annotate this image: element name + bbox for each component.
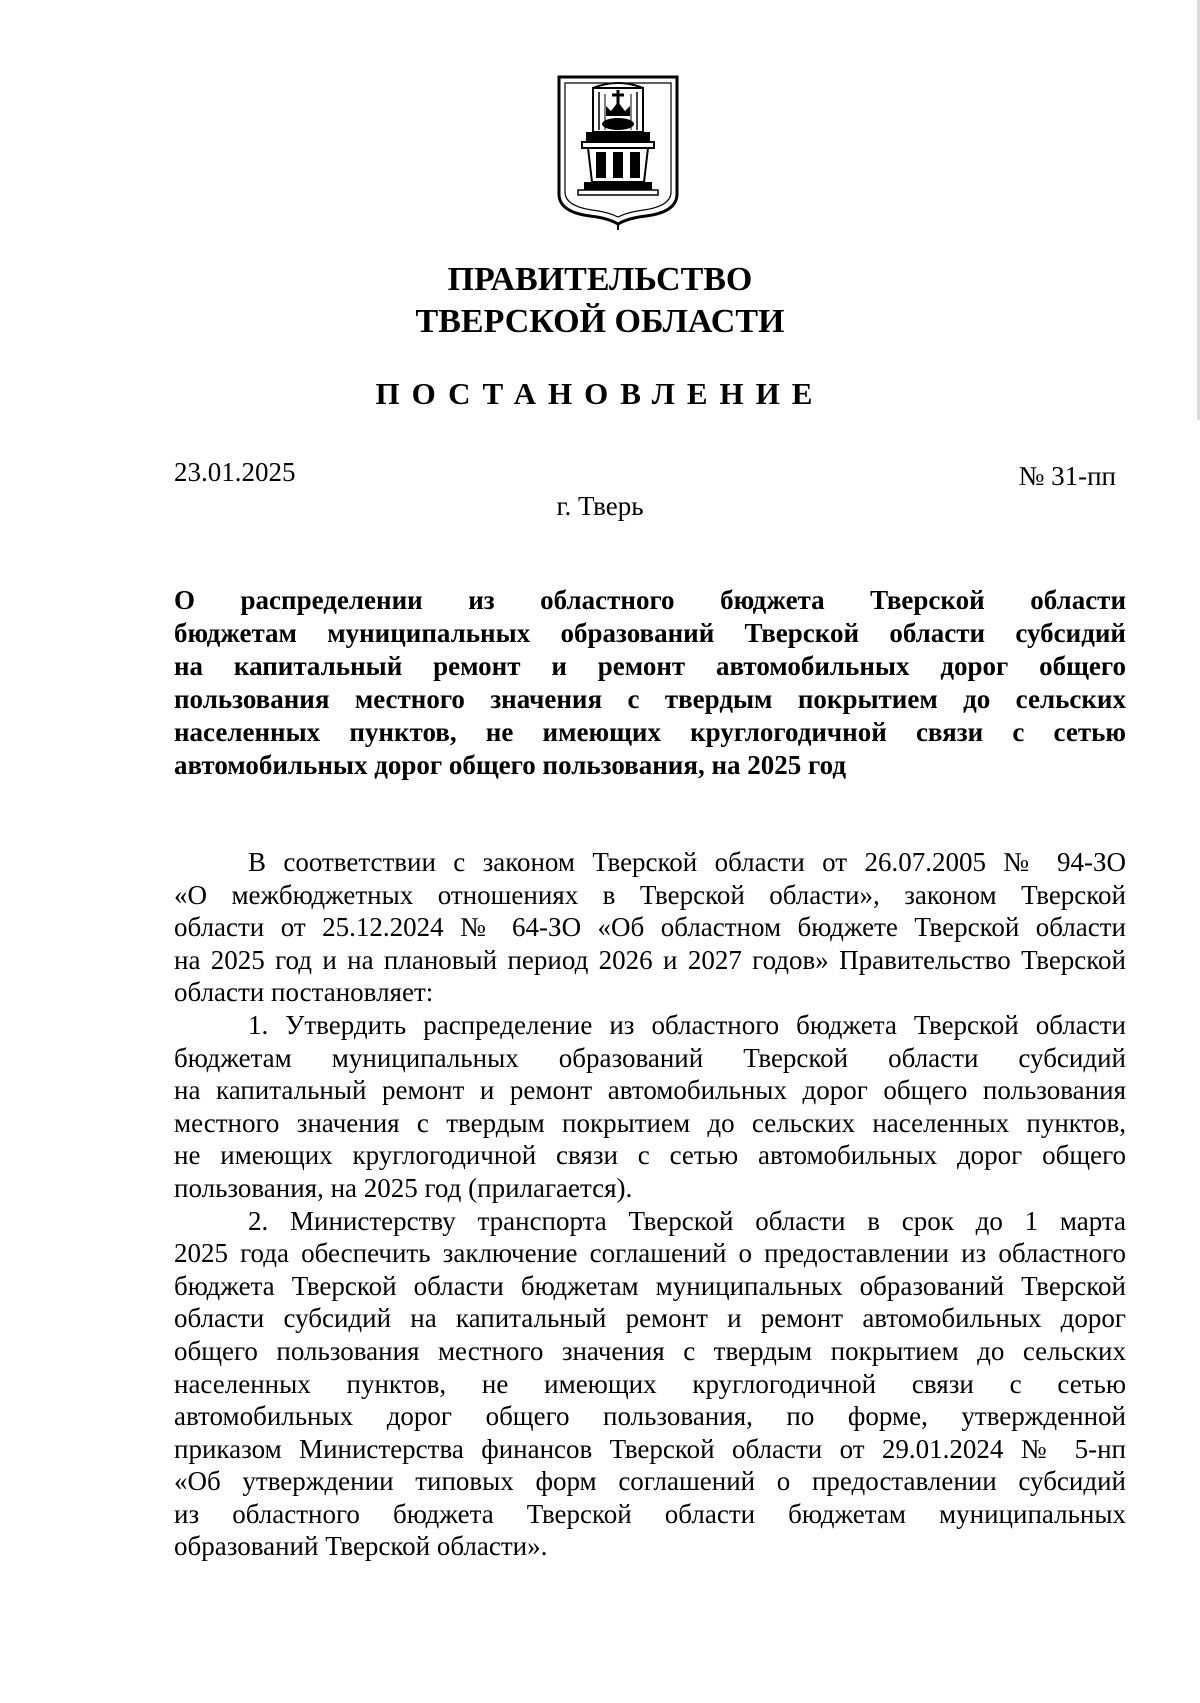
document-type-title: ПОСТАНОВЛЕНИЕ <box>375 376 825 411</box>
body-line: населенных пунктов, не имеющих круглогодичной связи с сетью <box>174 1368 1126 1399</box>
body-line: В соответствии с законом Тверской области от 26.07.2005 № 94-ЗО <box>248 847 1126 877</box>
body-line: области субсидий на капитальный ремонт и ремонт автомобильных дорог <box>174 1303 1126 1334</box>
body-line: местного значения с твердым покрытием до сельских населенных пунктов, <box>174 1107 1126 1138</box>
org-title-line2: ТВЕРСКОЙ ОБЛАСТИ <box>415 303 785 340</box>
subject-line: на капитальный ремонт и ремонт автомобильных дорог общего <box>174 651 1126 681</box>
body-line: бюджета Тверской области бюджетам муниципальных образований Тверской <box>174 1270 1126 1301</box>
body-line: области постановляет: <box>174 977 434 1008</box>
subject-line: пользования местного значения с твердым покрытием до сельских <box>174 684 1126 714</box>
document-city: г. Тверь <box>556 491 644 521</box>
document-body <box>174 846 1126 1563</box>
body-line: на капитальный ремонт и ремонт автомобильных дорог общего пользования <box>174 1075 1126 1106</box>
body-line: на 2025 год и на плановый период 2026 и 2027 годов» Правительство Тверской <box>174 944 1126 975</box>
body-line: области от 25.12.2024 № 64-ЗО «Об областном бюджете Тверской области <box>174 912 1126 943</box>
subject-line: автомобильных дорог общего пользования, на 2025 год <box>174 750 846 780</box>
org-title-line1: ПРАВИТЕЛЬСТВО <box>447 261 753 298</box>
body-line: «О межбюджетных отношениях в Тверской области», законом Тверской <box>174 879 1126 910</box>
body-line: образований Тверской области». <box>174 1531 548 1562</box>
subject-line: бюджетам муниципальных образований Тверской области субсидий <box>174 618 1126 648</box>
subject-line: О распределении из областного бюджета Тверской области <box>174 585 1126 615</box>
coat-of-arms-icon <box>556 74 680 230</box>
body-line: общего пользования местного значения с твердым покрытием до сельских <box>174 1335 1126 1366</box>
body-line: автомобильных дорог общего пользования, по форме, утвержденной <box>174 1401 1126 1432</box>
subject-line: населенных пунктов, не имеющих круглогодичной связи с сетью <box>174 717 1126 747</box>
body-line: пользования, на 2025 год (прилагается). <box>174 1172 633 1203</box>
document-number: № 31-пп <box>1018 461 1116 491</box>
document-subject <box>174 584 1126 782</box>
body-line: приказом Министерства финансов Тверской области от 29.01.2024 № 5-нп <box>174 1433 1126 1464</box>
body-line: 2. Министерству транспорта Тверской области в срок до 1 марта <box>248 1205 1126 1236</box>
body-line: не имеющих круглогодичной связи с сетью автомобильных дорог общего <box>174 1140 1126 1171</box>
body-line: из областного бюджета Тверской области бюджетам муниципальных <box>174 1498 1126 1529</box>
body-line: 1. Утвердить распределение из областного бюджета Тверской области <box>248 1009 1126 1040</box>
document-date: 23.01.2025 <box>174 457 296 487</box>
body-line: бюджетам муниципальных образований Тверской области субсидий <box>174 1042 1126 1073</box>
body-line: «Об утверждении типовых форм соглашений о предоставлении субсидий <box>174 1466 1126 1497</box>
body-line: 2025 года обеспечить заключение соглашений о предоставлении из областного <box>174 1238 1126 1269</box>
